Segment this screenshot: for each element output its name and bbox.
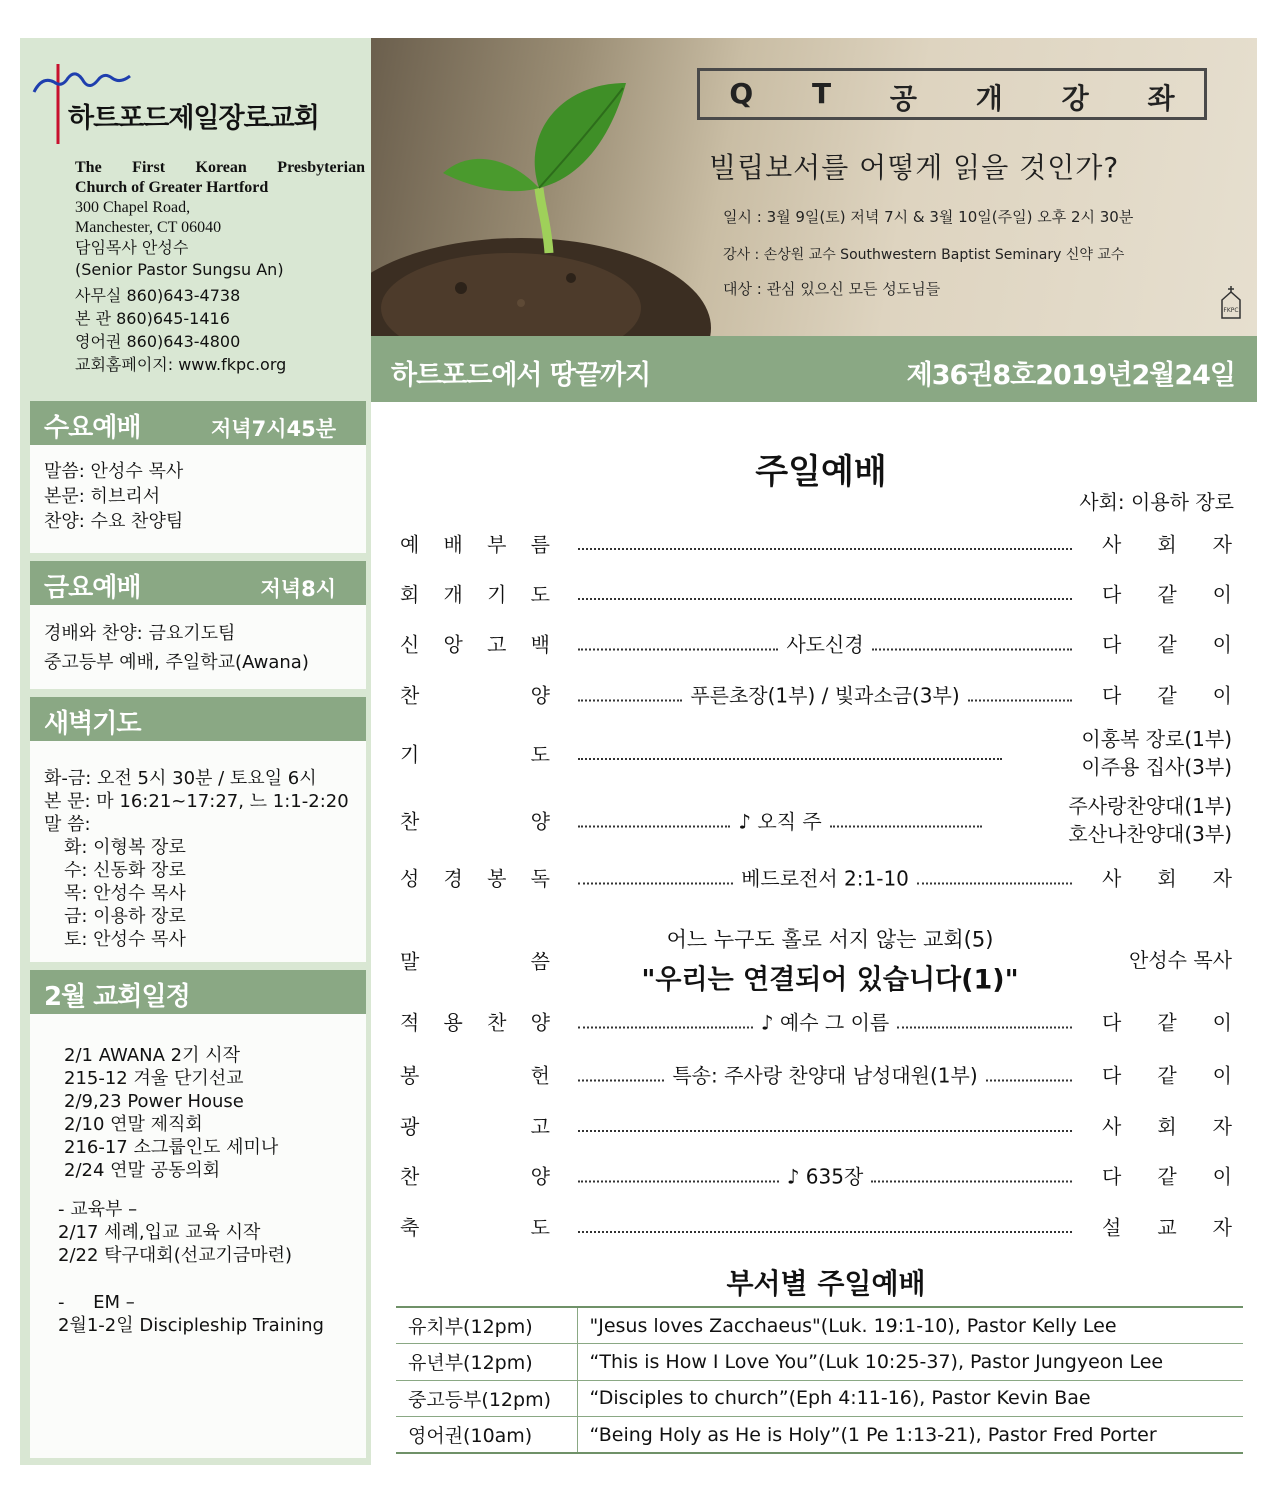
church-name-en-line2: Church of Greater Hartford <box>75 179 269 196</box>
fkpc-icon-label: FKPC <box>1223 307 1239 314</box>
schedule-title: 2월 교회일정 <box>44 982 190 1012</box>
qt-title-char: Q <box>729 77 754 110</box>
dotted-leader <box>578 598 1072 600</box>
wednesday-line: 말씀: 안성수 목사 <box>44 461 184 482</box>
worship-item-leader <box>1102 629 1232 658</box>
leader-line: 호산나찬양대(3부) <box>1068 822 1232 846</box>
worship-item-content <box>570 1124 1080 1126</box>
issue-date: 제36권8호2019년2월24일 <box>906 360 1235 391</box>
dotted-leader <box>578 825 730 827</box>
department-name: 유년부(12pm) <box>396 1344 577 1381</box>
worship-item-label <box>400 629 550 658</box>
label-char: 회 <box>1157 866 1177 891</box>
label-char: 축 <box>400 1215 420 1240</box>
dotted-leader <box>578 1231 1072 1233</box>
worship-row <box>400 618 1232 668</box>
label-char: 독 <box>530 866 550 891</box>
sermon-block <box>600 924 1060 997</box>
label-char: 이 <box>1212 683 1232 708</box>
worship-item-label <box>400 680 550 709</box>
worship-item-label <box>400 1060 550 1089</box>
label-char: 다 <box>1102 1063 1122 1088</box>
worship-item-label <box>400 1212 550 1241</box>
dotted-leader <box>578 1180 779 1182</box>
friday-line: 중고등부 예배, 주일학교(Awana) <box>44 652 309 673</box>
label-char: 도 <box>530 582 550 607</box>
worship-row <box>400 568 1232 618</box>
leader-line: 주사랑찬양대(1부) <box>1068 794 1232 818</box>
dawn-speaker: 화: 이형복 장로 <box>64 837 186 858</box>
dawn-title: 새벽기도 <box>44 709 141 739</box>
label-char: 자 <box>1212 532 1232 557</box>
label-char: 이 <box>1212 1063 1232 1088</box>
wednesday-line: 찬양: 수요 찬양팀 <box>44 511 184 532</box>
dawn-prayer-box <box>30 697 366 962</box>
worship-row <box>400 924 1232 996</box>
label-char: 찬 <box>400 809 420 834</box>
february-schedule-box <box>30 970 366 1458</box>
dawn-speaker: 목: 안성수 목사 <box>64 883 186 904</box>
qt-speaker: 강사 : 손상원 교수 Southwestern Baptist Seminary 신약 교수 <box>723 247 1125 263</box>
schedule-item: 2/1 AWANA 2기 시작 <box>64 1045 240 1066</box>
worship-row <box>400 996 1232 1046</box>
label-char: 도 <box>530 742 550 767</box>
label-char: 같 <box>1157 1010 1177 1035</box>
wednesday-time: 저녁7시45분 <box>211 417 336 441</box>
worship-item-leader <box>1102 680 1232 709</box>
department-info: “Being Holy as He is Holy”(1 Pe 1:13-21), Pastor Fred Porter <box>577 1417 1243 1454</box>
schedule-item: 2/9,23 Power House <box>64 1091 244 1112</box>
dotted-leader <box>830 825 982 827</box>
label-char: 같 <box>1157 683 1177 708</box>
label-char: 름 <box>530 532 550 557</box>
schedule-item: 215-12 겨울 단기선교 <box>64 1068 244 1089</box>
dotted-leader <box>578 648 778 650</box>
label-char: 기 <box>487 582 507 607</box>
label-char: 회 <box>1157 532 1177 557</box>
label-char: 다 <box>1102 1010 1122 1035</box>
label-char: 같 <box>1157 632 1177 657</box>
qt-lecture-banner <box>371 38 1257 336</box>
phone-english: 영어권 860)643-4800 <box>75 332 241 351</box>
label-char: 고 <box>487 632 507 657</box>
label-char: 부 <box>487 532 507 557</box>
worship-item-text: ♪ 635장 <box>786 1164 864 1189</box>
worship-item-label <box>400 1111 550 1140</box>
label-char: 사 <box>1102 1114 1122 1139</box>
worship-item-content <box>570 629 1080 658</box>
label-char: 백 <box>530 632 550 657</box>
worship-item-leader <box>1102 579 1232 608</box>
wednesday-header <box>30 401 366 445</box>
label-char: 같 <box>1157 1164 1177 1189</box>
label-char: 이 <box>1212 1164 1232 1189</box>
label-char: 기 <box>400 742 420 767</box>
edu-item: 2/17 세례,입교 교육 시작 <box>58 1222 261 1243</box>
worship-row <box>400 1150 1232 1200</box>
dotted-leader <box>578 758 1002 760</box>
label-char: 도 <box>530 1215 550 1240</box>
qt-title-box <box>697 68 1207 120</box>
dawn-header <box>30 697 366 741</box>
dotted-leader <box>578 1079 664 1081</box>
qt-title-char: 강 <box>1061 82 1089 115</box>
worship-item-label <box>400 946 550 975</box>
schedule-item: 2/24 연말 공동의회 <box>64 1160 221 1181</box>
label-char: 이 <box>1212 1010 1232 1035</box>
department-info: “Disciples to church”(Eph 4:11-16), Pastor Kevin Bae <box>577 1380 1243 1417</box>
table-row <box>396 1344 1243 1381</box>
label-char: 씀 <box>530 949 550 974</box>
label-char: 헌 <box>530 1063 550 1088</box>
dotted-leader <box>897 1026 1072 1028</box>
edu-title: - 교육부 – <box>58 1199 138 1220</box>
newsletter-title-bar <box>371 336 1257 402</box>
worship-item-content <box>570 806 990 835</box>
worship-row <box>400 669 1232 719</box>
department-name: 중고등부(12pm) <box>396 1380 577 1417</box>
church-building-icon <box>1219 284 1243 320</box>
label-char: 적 <box>400 1010 420 1035</box>
worship-item-label <box>400 1007 550 1036</box>
worship-item-content <box>570 1060 1080 1089</box>
worship-item-label <box>400 806 550 835</box>
dotted-leader <box>578 699 682 701</box>
label-char: 다 <box>1102 1164 1122 1189</box>
label-char: 배 <box>443 532 463 557</box>
worship-item-content <box>570 752 1010 754</box>
label-char: 회 <box>1157 1114 1177 1139</box>
dotted-leader <box>578 1130 1072 1132</box>
worship-item-label <box>400 529 550 558</box>
sidebar <box>20 38 371 1465</box>
worship-item-leader <box>1102 1007 1232 1036</box>
worship-row <box>400 725 1232 781</box>
label-char: 고 <box>530 1114 550 1139</box>
dawn-speaker: 토: 안성수 목사 <box>64 929 186 950</box>
label-char: 다 <box>1102 683 1122 708</box>
label-char: 사 <box>1102 532 1122 557</box>
worship-item-content <box>570 1225 1080 1227</box>
worship-row <box>400 1049 1232 1099</box>
department-name: 영어권(10am) <box>396 1417 577 1454</box>
label-char: 다 <box>1102 632 1122 657</box>
label-char: 예 <box>400 532 420 557</box>
preacher: 안성수 목사 <box>1129 948 1232 972</box>
wednesday-line: 본문: 히브리서 <box>44 486 161 507</box>
worship-item-content <box>570 863 1080 892</box>
worship-item-content <box>570 680 1080 709</box>
schedule-item: 2/10 연말 제직회 <box>64 1114 203 1135</box>
label-char: 말 <box>400 949 420 974</box>
department-name: 유치부(12pm) <box>396 1307 577 1344</box>
table-row <box>396 1307 1243 1344</box>
church-name-en-line1: The First Korean Presbyterian <box>75 159 365 176</box>
worship-item-text: 특송: 주사랑 찬양대 남성대원(1부) <box>672 1063 978 1088</box>
wednesday-service-box <box>30 401 366 553</box>
worship-item-leader <box>1102 863 1232 892</box>
qt-title-char: 공 <box>889 82 917 115</box>
label-char: 자 <box>1212 866 1232 891</box>
dawn-speaker: 수: 신동화 장로 <box>64 860 186 881</box>
dotted-leader <box>578 882 733 884</box>
sermon-title: "우리는 연결되어 있습니다(1)" <box>641 964 1019 996</box>
department-title: 부서별 주일예배 <box>726 1267 926 1300</box>
worship-row <box>400 792 1232 848</box>
label-char: 용 <box>443 1010 463 1035</box>
edu-item: 2/22 탁구대회(선교기금마련) <box>58 1245 293 1266</box>
schedule-item: 216-17 소그룹인도 세미나 <box>64 1137 279 1158</box>
qt-date: 일시 : 3월 9일(토) 저녁 7시 & 3월 10일(주일) 오후 2시 30분 <box>723 208 1134 226</box>
church-info <box>75 158 365 376</box>
worship-item-text: 푸른초장(1부) / 빛과소금(3부) <box>690 683 960 708</box>
label-char: 개 <box>443 582 463 607</box>
label-char: 봉 <box>400 1063 420 1088</box>
worship-item-leader <box>1081 725 1232 781</box>
dawn-word-label: 말 씀: <box>44 814 91 835</box>
worship-item-leader <box>1102 1060 1232 1089</box>
qt-subtitle: 빌립보서를 어떻게 읽을 것인가? <box>709 151 1120 184</box>
phone-office: 사무실 860)643-4738 <box>75 286 241 305</box>
dawn-speaker: 금: 이용하 장로 <box>64 906 186 927</box>
dotted-leader <box>872 648 1072 650</box>
label-char: 양 <box>530 1164 550 1189</box>
label-char: 찬 <box>400 1164 420 1189</box>
friday-title: 금요예배 <box>44 573 141 603</box>
worship-item-label <box>400 579 550 608</box>
label-char: 찬 <box>400 683 420 708</box>
worship-item-label <box>400 863 550 892</box>
label-char: 신 <box>400 632 420 657</box>
worship-item-content <box>570 542 1080 544</box>
worship-item-leader <box>1102 1111 1232 1140</box>
label-char: 같 <box>1157 1063 1177 1088</box>
worship-item-leader <box>1102 1161 1232 1190</box>
worship-row <box>400 852 1232 902</box>
address-line2: Manchester, CT 06040 <box>75 219 222 236</box>
dawn-schedule: 화-금: 오전 5시 30분 / 토요일 6시 <box>44 768 317 789</box>
label-char: 양 <box>530 1010 550 1035</box>
worship-item-leader <box>1102 529 1232 558</box>
label-char: 자 <box>1212 1215 1232 1240</box>
worship-item-text: 베드로전서 2:1-10 <box>741 866 909 891</box>
label-char: 경 <box>443 866 463 891</box>
dotted-leader <box>986 1079 1072 1081</box>
leader-line: 이주용 집사(3부) <box>1081 755 1232 779</box>
worship-item-leader <box>1068 792 1232 848</box>
sermon-series: 어느 누구도 홀로 서지 않는 교회(5) <box>666 927 994 952</box>
address-line1: 300 Chapel Road, <box>75 199 191 216</box>
church-name-ko: 하트포드제일장로교회 <box>68 103 319 134</box>
label-char: 양 <box>530 683 550 708</box>
worship-item-label <box>400 1161 550 1190</box>
wednesday-title: 수요예배 <box>44 413 141 443</box>
worship-item-leader <box>1102 1212 1232 1241</box>
worship-row <box>400 1201 1232 1251</box>
worship-row <box>400 1100 1232 1150</box>
dotted-leader <box>968 699 1072 701</box>
label-char: 같 <box>1157 582 1177 607</box>
presider: 사회: 이용하 장로 <box>1079 490 1234 514</box>
label-char: 앙 <box>443 632 463 657</box>
worship-item-content <box>570 592 1080 594</box>
dotted-leader <box>578 1026 753 1028</box>
department-info: “This is How I Love You”(Luk 10:25-37), Pastor Jungyeon Lee <box>577 1344 1243 1381</box>
dotted-leader <box>871 1180 1072 1182</box>
friday-line: 경배와 찬양: 금요기도팀 <box>44 623 236 644</box>
em-item: 2월1-2일 Discipleship Training <box>58 1315 324 1336</box>
worship-item-content <box>570 1007 1080 1036</box>
department-info: "Jesus loves Zacchaeus"(Luk. 19:1-10), Pastor Kelly Lee <box>577 1307 1243 1344</box>
senior-pastor-en: (Senior Pastor Sungsu An) <box>75 260 284 279</box>
friday-time: 저녁8시 <box>260 577 336 601</box>
worship-item-text: ♪ 오직 주 <box>738 809 822 834</box>
label-char: 회 <box>400 582 420 607</box>
label-char: 교 <box>1157 1215 1177 1240</box>
worship-title: 주일예배 <box>755 452 887 492</box>
label-char: 자 <box>1212 1114 1232 1139</box>
em-title: - EM – <box>58 1292 135 1313</box>
friday-service-box <box>30 561 366 689</box>
label-char: 찬 <box>487 1010 507 1035</box>
table-row <box>396 1417 1243 1454</box>
label-char: 이 <box>1212 632 1232 657</box>
label-char: 이 <box>1212 582 1232 607</box>
worship-row <box>400 518 1232 568</box>
label-char: 다 <box>1102 582 1122 607</box>
label-char: 설 <box>1102 1215 1122 1240</box>
worship-item-text: ♪ 예수 그 이름 <box>760 1010 890 1035</box>
label-char: 사 <box>1102 866 1122 891</box>
table-row <box>396 1380 1243 1417</box>
label-char: 양 <box>530 809 550 834</box>
department-table <box>396 1306 1243 1454</box>
senior-pastor-ko: 담임목사 안성수 <box>75 238 189 257</box>
qt-title-char: 좌 <box>1147 82 1175 115</box>
qt-title-char: T <box>812 77 832 110</box>
qt-title-char: 개 <box>975 82 1003 115</box>
dotted-leader <box>578 548 1072 550</box>
homepage-link[interactable]: 교회홈페이지: www.fkpc.org <box>75 355 287 374</box>
schedule-header <box>30 970 366 1014</box>
worship-item-label <box>400 739 550 768</box>
worship-item-text: 사도신경 <box>786 632 864 657</box>
label-char: 봉 <box>487 866 507 891</box>
worship-item-content <box>570 1161 1080 1190</box>
leader-line: 이홍복 장로(1부) <box>1081 727 1232 751</box>
dotted-leader <box>917 882 1072 884</box>
qt-target: 대상 : 관심 있으신 모든 성도님들 <box>723 280 941 298</box>
friday-header <box>30 561 366 605</box>
label-char: 성 <box>400 866 420 891</box>
label-char: 광 <box>400 1114 420 1139</box>
seedling-image <box>371 38 731 336</box>
phone-main: 본 관 860)645-1416 <box>75 309 230 328</box>
dawn-text: 본 문: 마 16:21~17:27, 느 1:1-2:20 <box>44 791 349 812</box>
church-motto: 하트포드에서 땅끝까지 <box>391 360 651 391</box>
